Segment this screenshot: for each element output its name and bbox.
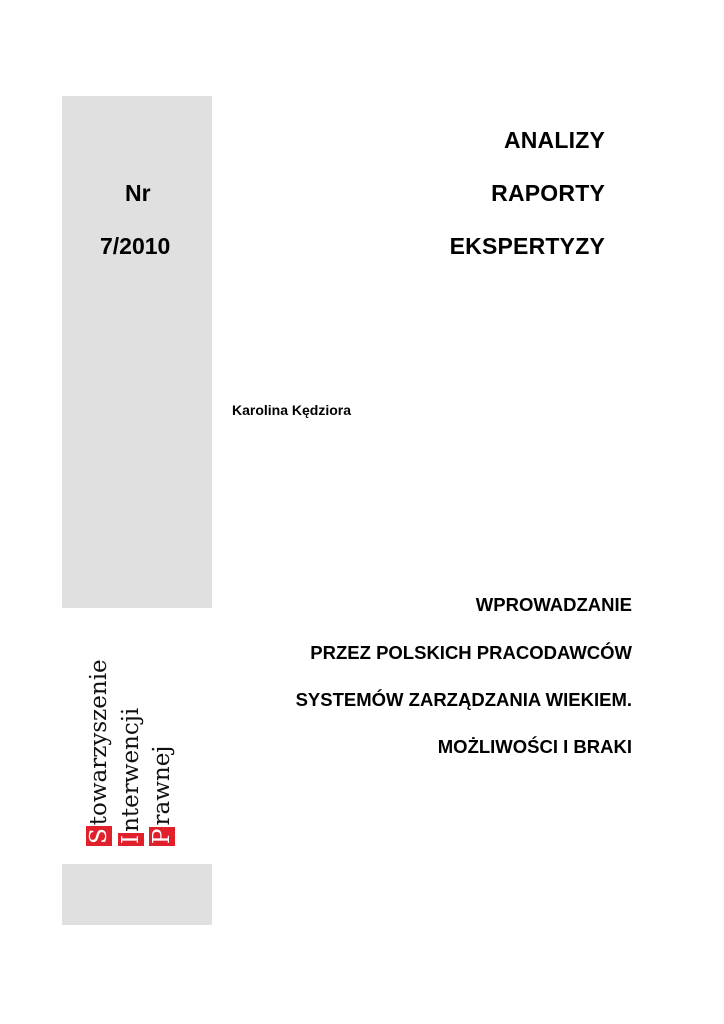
- title-line-4: MOŻLIWOŚCI I BRAKI: [437, 736, 632, 757]
- series-analizy: ANALIZY: [503, 127, 605, 153]
- series-ekspertyzy: EKSPERTYZY: [449, 233, 605, 259]
- issue-number: 7/2010: [100, 233, 171, 259]
- logo-initial-i: I: [118, 834, 144, 844]
- title-line-3: SYSTEMÓW ZARZĄDZANIA WIEKIEM.: [295, 689, 632, 710]
- sidebar-panel-bottom: [62, 864, 212, 925]
- title-line-2: PRZEZ POLSKICH PRACODAWCÓW: [310, 642, 632, 663]
- logo-line-2: [117, 708, 147, 846]
- logo-line-3: [148, 746, 178, 846]
- logo-initial-p: P: [149, 828, 175, 844]
- author-name: Karolina Kędziora: [232, 402, 352, 418]
- logo-word-1: towarzyszenie: [86, 659, 112, 826]
- title-line-1: WPROWADZANIE: [475, 594, 632, 615]
- logo-word-2: nterwencji: [118, 707, 144, 832]
- association-logo: [82, 626, 182, 846]
- series-raporty: RAPORTY: [491, 180, 605, 206]
- sidebar-panel-top: [62, 96, 212, 608]
- issue-label: Nr: [125, 180, 151, 206]
- logo-word-3: rawnej: [149, 745, 175, 826]
- logo-line-1: [85, 659, 115, 846]
- logo-initial-s: S: [86, 828, 112, 844]
